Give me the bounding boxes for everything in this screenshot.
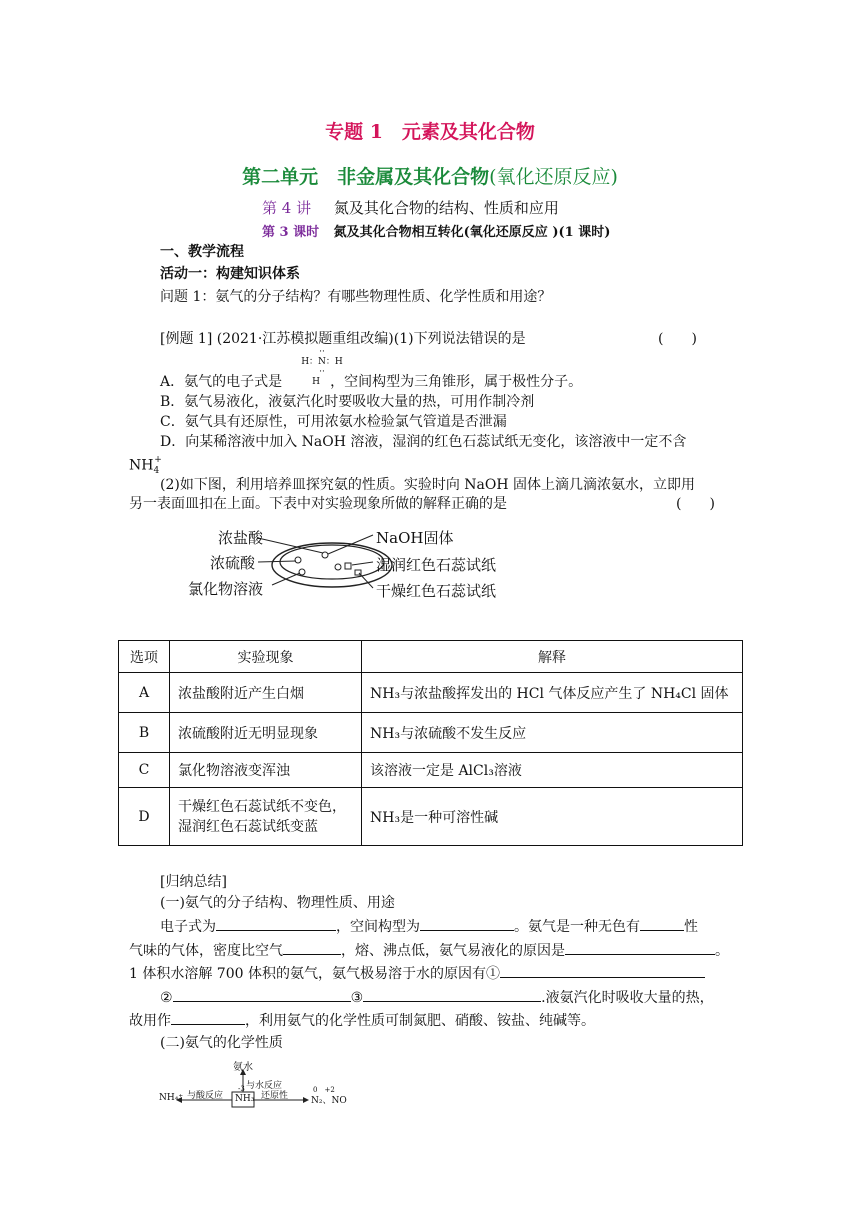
unit-main: 第二单元 非金属及其化合物	[242, 166, 490, 188]
row-option: B	[119, 713, 170, 753]
label-wet-litmus: 湿润红色石蕊试纸	[376, 556, 497, 574]
blank-electron-formula[interactable]	[216, 916, 336, 931]
period-name: 氮及其化合物相互转化(氧化还原反应 )(1 课时)	[333, 225, 611, 240]
unit-sub: (氧化还原反应)	[489, 166, 618, 188]
lewis-dots-2: ··	[319, 367, 325, 377]
part2-line2: 另一表面皿扣在上面。下表中对实验现象所做的解释正确的是	[129, 496, 507, 512]
label-chloride-solution: 氯化物溶液	[188, 580, 264, 598]
option-b: B．氨气易液化，液氨汽化时要吸收大量的热，可用作制冷剂	[160, 394, 535, 410]
table-row	[119, 753, 743, 788]
table-row	[119, 788, 743, 846]
label-naoh-solid: NaOH固体	[376, 529, 454, 547]
label-conc-h2so4: 浓硫酸	[210, 554, 256, 572]
summary-line4	[160, 987, 714, 1008]
scheme-right: N₂、NO	[311, 1096, 347, 1106]
summary-title: [归纳总结]	[160, 874, 227, 890]
s-l4a: ②	[160, 990, 173, 1006]
summary-line2	[129, 940, 729, 961]
s-l2a: 气味的气体，密度比空气	[129, 943, 283, 959]
scheme-left: NH₄⁺	[159, 1093, 184, 1103]
unit-title	[0, 162, 860, 189]
period-num: 第 3 课时	[262, 225, 320, 240]
lecture-title	[262, 197, 559, 218]
part2-line1: (2)如下图，利用培养皿探究氨的性质。实验时向 NaOH 固体上滴几滴浓氨水，立即用	[160, 477, 696, 493]
label-dry-litmus: 干燥红色石蕊试纸	[376, 582, 497, 600]
s-l1a: 电子式为	[160, 919, 216, 935]
header-option: 选项	[119, 641, 170, 673]
row-option: C	[119, 753, 170, 788]
table-row	[119, 713, 743, 753]
lewis-row2: H	[312, 377, 320, 387]
scheme-center: NH₃	[235, 1094, 255, 1104]
summary-line1	[160, 916, 698, 937]
blank-smell[interactable]	[640, 916, 684, 931]
header-explanation: 解释	[362, 641, 743, 673]
option-c: C．氨气具有还原性，可用浓氨水检验氯气管道是否泄漏	[160, 414, 507, 430]
lewis-row1: H：N：H	[301, 357, 343, 367]
part2-paren: ( )	[676, 496, 715, 512]
option-a	[160, 372, 582, 392]
s-l4b: ③	[350, 990, 364, 1006]
s-l3a: 1 体积水溶解 700 体积的氨气，氨气极易溶于水的原因有①	[129, 966, 500, 982]
scheme-left-label: 与酸反应	[187, 1091, 224, 1101]
lewis-dots: ··	[319, 347, 325, 357]
blank-reason-3[interactable]	[363, 987, 541, 1002]
option-a-pre: A．氨气的电子式是	[160, 374, 283, 390]
scheme-top-label: 与水反应	[246, 1081, 283, 1091]
scheme-right-label: 还原性	[261, 1091, 289, 1101]
s-l2c: 。	[715, 943, 729, 959]
summary-sub2: (二)氨气的化学性质	[160, 1035, 283, 1051]
summary-line3	[129, 963, 705, 984]
scheme-center-ox: -3	[238, 1085, 245, 1093]
row-phenomenon: 氯化物溶液变浑浊	[170, 753, 362, 788]
summary-sub1: (一)氨气的分子结构、物理性质、用途	[160, 895, 395, 911]
table-row	[119, 673, 743, 713]
scheme-right-ox: 0 +2	[313, 1086, 335, 1094]
row-option: D	[119, 788, 170, 846]
lecture-name: 氮及其化合物的结构、性质和应用	[333, 199, 559, 217]
blank-reason-1[interactable]	[500, 963, 705, 978]
row-explanation: 该溶液一定是 AlCl₃溶液	[362, 753, 743, 788]
row-explanation: NH₃与浓硫酸不发生反应	[362, 713, 743, 753]
row-explanation: NH₃是一种可溶性碱	[362, 788, 743, 846]
s-l2b: ，熔、沸点低，氨气易液化的原因是	[341, 943, 565, 959]
blank-reason-2[interactable]	[173, 987, 351, 1002]
example-stem: [例题 1] (2021·江苏模拟题重组改编)(1)下列说法错误的是	[160, 331, 526, 347]
options-table	[118, 640, 743, 846]
s-l1b: ，空间构型为	[336, 919, 420, 935]
example-paren-1: ( )	[658, 331, 697, 347]
activity-heading: 活动一：构建知识体系	[160, 266, 300, 282]
s-l1c: 。氨气是一种无色有	[514, 919, 640, 935]
nh4-text: NH	[129, 457, 154, 474]
blank-use[interactable]	[171, 1010, 245, 1025]
table-header-row	[119, 641, 743, 673]
lecture-num: 第 4 讲	[262, 199, 312, 217]
s-l4c: .液氨汽化时吸收大量的热，	[541, 990, 714, 1006]
period-title	[262, 221, 610, 240]
row-phenomenon: 干燥红色石蕊试纸不变色，湿润红色石蕊试纸变蓝	[170, 788, 362, 846]
topic-title: 专题 1 元素及其化合物	[325, 121, 535, 143]
option-a-post: ，空间构型为三角锥形，属于极性分子。	[330, 374, 583, 390]
option-d-tail: $NH_4^+$	[129, 455, 162, 477]
s-l1d: 性	[684, 919, 698, 935]
scheme-top: 氨水	[233, 1062, 253, 1073]
blank-density[interactable]	[283, 940, 341, 955]
s-l5a: 故用作	[129, 1013, 171, 1029]
label-conc-hcl: 浓盐酸	[218, 529, 264, 547]
row-phenomenon: 浓盐酸附近产生白烟	[170, 673, 362, 713]
header-phenomenon: 实验现象	[170, 641, 362, 673]
row-option: A	[119, 673, 170, 713]
summary-line5	[129, 1010, 595, 1031]
section-heading: 一、教学流程	[160, 244, 244, 260]
blank-liquefy-reason[interactable]	[565, 940, 715, 955]
blank-geometry[interactable]	[420, 916, 514, 931]
option-d: D．向某稀溶液中加入 NaOH 溶液，湿润的红色石蕊试纸无变化，该溶液中一定不含	[160, 434, 687, 450]
s-l5b: ，利用氨气的化学性质可制氮肥、硝酸、铵盐、纯碱等。	[245, 1013, 595, 1029]
row-explanation: NH₃与浓盐酸挥发出的 HCl 气体反应产生了 NH₄Cl 固体	[362, 673, 743, 713]
question-1: 问题 1：氨气的分子结构？有哪些物理性质、化学性质和用途？	[160, 289, 552, 305]
row-phenomenon: 浓硫酸附近无明显现象	[170, 713, 362, 753]
